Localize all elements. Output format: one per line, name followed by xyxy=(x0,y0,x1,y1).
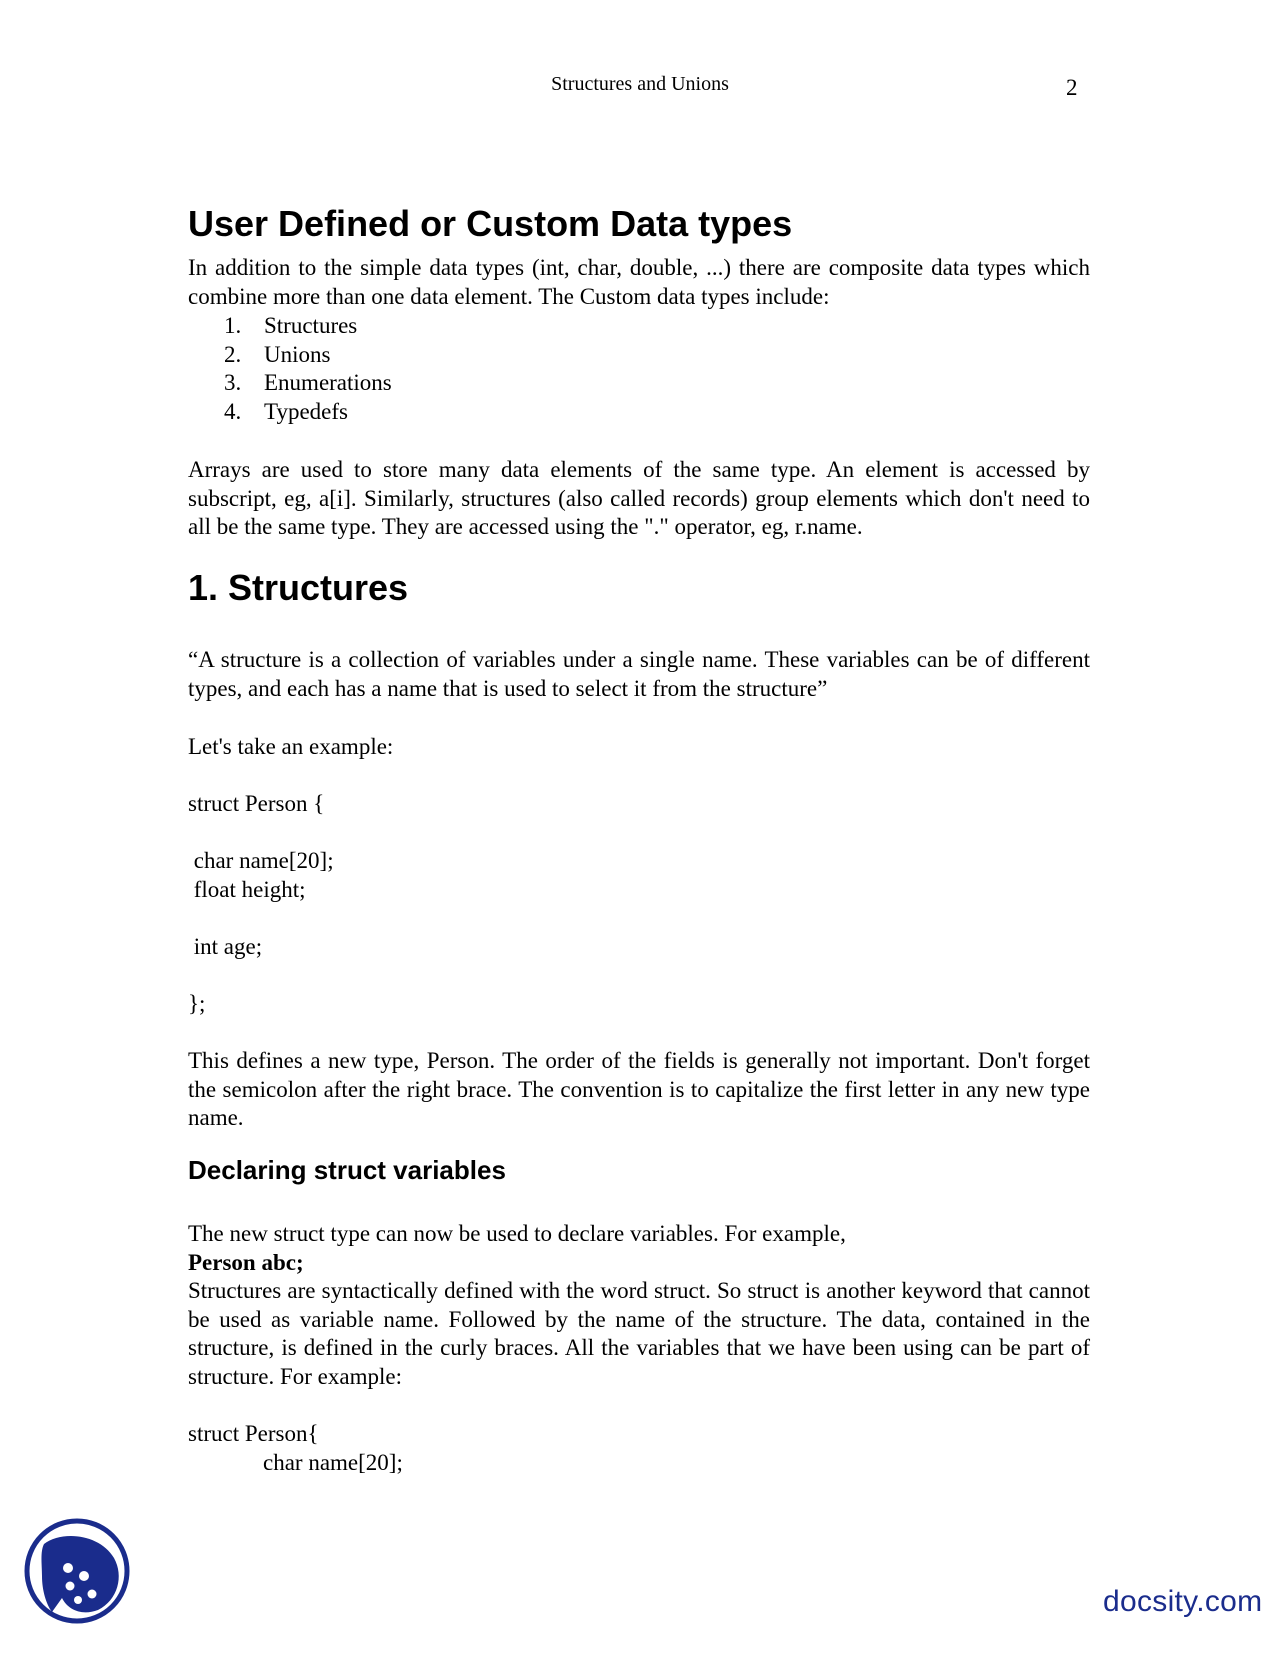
paragraph-declaring-intro: The new struct type can now be used to declare variables. For example, xyxy=(188,1221,846,1246)
paragraph-person-explanation: This defines a new type, Person. The order of the fields is generally not important. Don't forget the semicolon after the right brace. The convention is to capitalize the first letter in any new type name. xyxy=(188,1048,1090,1131)
code-example-bold: Person abc; xyxy=(188,1250,304,1275)
list-item-label: Typedefs xyxy=(264,399,348,425)
list-item-number: 2. xyxy=(224,341,242,367)
code-line: struct Person{ xyxy=(188,1421,319,1446)
paragraph-struct-syntax: Structures are syntactically defined with the word struct. So struct is another keyword that cannot be used as variable name. Followed by the name of the structure. The data, contained in the structure, is defined in the curly braces. All the variables that we have been using can be part of structure. For example: xyxy=(188,1278,1090,1390)
list-item-label: Structures xyxy=(264,313,358,338)
paragraph-structure-definition: “A structure is a collection of variables under a single name. These variables can be of different types, and each has a name that is used to select it from the structure” xyxy=(188,647,1090,701)
running-header-title: Structures and Unions xyxy=(551,73,729,95)
list-item xyxy=(188,398,1090,427)
code-line: char name[20]; xyxy=(263,1450,403,1475)
docsity-brand-link[interactable]: docsity.com xyxy=(1103,1585,1263,1618)
heading-structures: 1. Structures xyxy=(188,567,409,608)
paragraph-arrays: Arrays are used to store many data elements of the same type. An element is accessed by subscript, eg, a[i]. Similarly, structures (also called records) group elements which don't need to all be the same type. They are accessed using the "." operator, eg, r.name. xyxy=(188,457,1090,540)
page-number: 2 xyxy=(1066,75,1078,100)
list-item xyxy=(188,341,1090,370)
list-item-number: 4. xyxy=(224,399,242,425)
heading-custom-data-types: User Defined or Custom Data types xyxy=(188,203,793,244)
code-line: struct Person { xyxy=(188,791,325,816)
example-intro: Let's take an example: xyxy=(188,734,394,759)
heading-declaring-struct-variables: Declaring struct variables xyxy=(188,1155,506,1185)
code-line: float height; xyxy=(188,877,306,902)
list-item-label: Unions xyxy=(264,341,331,367)
code-line: }; xyxy=(188,991,206,1016)
docsity-logo-icon xyxy=(22,1516,132,1626)
paragraph-custom-intro: In addition to the simple data types (int, char, double, ...) there are composite data types which combine more than one data element. The Custom data types include: xyxy=(188,255,1090,309)
list-item-number: 1. xyxy=(224,313,242,338)
custom-types-list xyxy=(188,312,1090,427)
list-item-label: Enumerations xyxy=(264,370,392,396)
code-line: char name[20]; xyxy=(188,848,334,873)
list-item xyxy=(188,312,1090,341)
code-line: int age; xyxy=(188,934,263,959)
list-item-number: 3. xyxy=(224,370,242,396)
list-item xyxy=(188,369,1090,398)
